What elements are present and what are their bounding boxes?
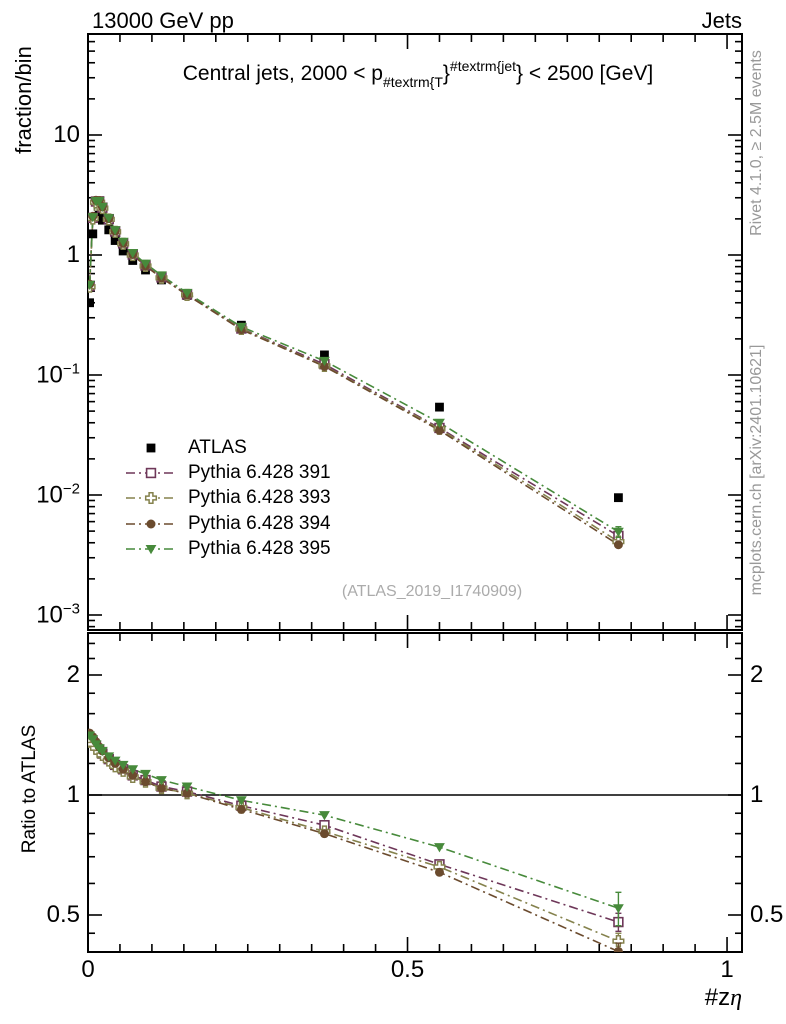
legend-label-pythia-395: Pythia 6.428 395 bbox=[188, 538, 331, 559]
plot-title-prefix: Central jets, 2000 < p bbox=[182, 62, 383, 85]
legend-label-pythia-391: Pythia 6.428 391 bbox=[188, 462, 331, 483]
series-line-ratio-1 bbox=[90, 739, 619, 922]
plot-title-superscript: #textrm{jet bbox=[449, 58, 517, 74]
ratio-y-tick-label-right: 1 bbox=[750, 781, 764, 808]
plot-title-mid: } bbox=[442, 62, 450, 85]
series-line-ratio-3 bbox=[90, 733, 619, 951]
ratio-y-tick-label-left: 1 bbox=[66, 781, 80, 808]
ratio-y-tick-label-left: 0.5 bbox=[46, 901, 80, 928]
series-line-main-4 bbox=[90, 201, 619, 532]
series-line-main-2 bbox=[90, 202, 619, 541]
legend-label-pythia-393: Pythia 6.428 393 bbox=[188, 487, 331, 508]
rivet-version-note: Rivet 4.1.0, ≥ 2.5M events bbox=[748, 50, 765, 236]
panel-frames bbox=[88, 34, 742, 952]
plot-title-subscript: #textrm{T bbox=[382, 74, 443, 90]
x-axis-title-text: #z bbox=[704, 984, 731, 1011]
ratio-y-tick-label-right: 0.5 bbox=[750, 901, 784, 928]
beam-energy-label: 13000 GeV pp bbox=[92, 8, 234, 33]
series-markers-ratio-4 bbox=[84, 732, 624, 926]
ratio-y-tick-label-right: 2 bbox=[750, 661, 764, 688]
ratio-y-tick-label-left: 2 bbox=[66, 661, 80, 688]
mcplots-reference-note: mcplots.cern.ch [arXiv:2401.10621] bbox=[748, 344, 765, 596]
main-y-tick-label: $10^{-1}$ bbox=[36, 360, 80, 389]
series-markers-ratio-3 bbox=[85, 729, 623, 961]
legend-symbols bbox=[126, 444, 177, 555]
main-y-axis-ticks bbox=[88, 42, 742, 627]
analysis-id-watermark: (ATLAS_2019_I1740909) bbox=[341, 583, 523, 600]
x-tick-label: 0.5 bbox=[390, 956, 425, 983]
series-line-ratio-2 bbox=[90, 742, 619, 941]
series-markers-main-1 bbox=[85, 197, 623, 540]
main-y-tick-label: $10^{-3}$ bbox=[36, 600, 80, 629]
x-tick-label: 1 bbox=[720, 956, 734, 983]
x-tick-label: 0 bbox=[81, 956, 95, 983]
y-axis-title: fraction/bin bbox=[11, 46, 36, 154]
x-axis-ticks bbox=[88, 34, 727, 952]
main-y-tick-label: $10^{-2}$ bbox=[36, 480, 80, 509]
process-label: Jets bbox=[701, 8, 742, 33]
x-axis-title-eta: η bbox=[730, 985, 742, 1011]
series-line-main-3 bbox=[90, 200, 619, 545]
plot-title bbox=[183, 58, 653, 90]
series-line-ratio-4 bbox=[90, 736, 619, 909]
main-y-tick-label: 1 bbox=[66, 241, 80, 268]
plot-title-suffix: } < 2500 [GeV] bbox=[516, 62, 654, 85]
main-y-tick-label: 10 bbox=[53, 121, 80, 148]
series-markers-main-2 bbox=[84, 197, 623, 547]
ratio-axis-title: Ratio to ATLAS bbox=[19, 724, 40, 854]
legend-label-atlas: ATLAS bbox=[188, 437, 247, 458]
series-atlas bbox=[85, 211, 623, 502]
series-line-main-1 bbox=[90, 201, 619, 536]
x-axis-title bbox=[705, 984, 742, 1012]
legend-label-pythia-394: Pythia 6.428 394 bbox=[188, 513, 331, 534]
series-markers-ratio-1 bbox=[85, 735, 623, 931]
